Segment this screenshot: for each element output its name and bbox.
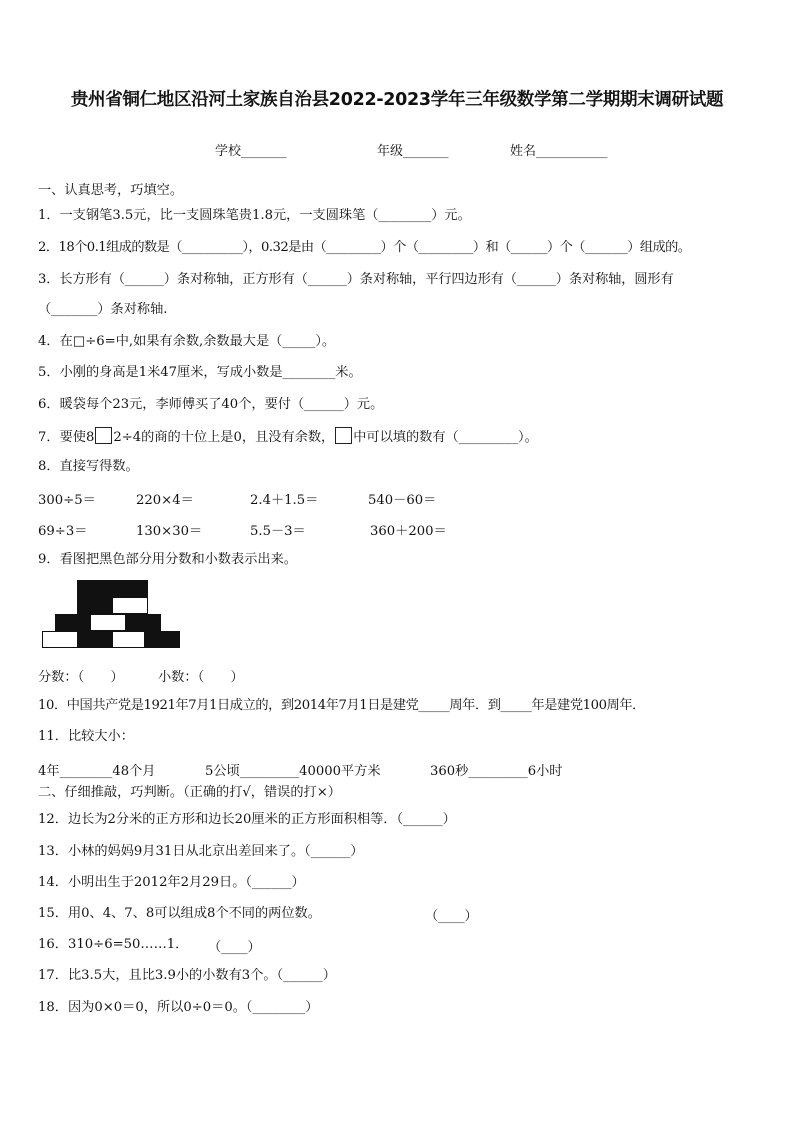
calc-item: 2.4＋1.5＝	[250, 493, 319, 508]
question-5: 5．小刚的身高是1米47厘米，写成小数是________米。	[38, 365, 362, 380]
brick-black	[55, 614, 91, 631]
school-field[interactable]: 学校_______	[215, 144, 287, 159]
question-18: 18．因为0×0＝0，所以0÷0＝0。（________）	[38, 1000, 319, 1015]
section-2-heading: 二、仔细推敲，巧判断。（正确的打√，错误的打×）	[38, 785, 341, 800]
question-8: 8．直接写得数。	[38, 459, 139, 474]
question-1: 1．一支钢笔3.5元，比一支圆珠笔贵1.8元，一支圆珠笔（________）元。	[38, 208, 471, 223]
question-7-part-1: 7．要使8	[38, 430, 95, 445]
brick-white	[42, 631, 78, 648]
question-7-part-2: 2÷4的商的十位上是0，且没有余数，	[113, 430, 335, 445]
name-field[interactable]: 姓名___________	[510, 144, 608, 159]
exam-title: 贵州省铜仁地区沿河土家族自治县2022-2023学年三年级数学第二学期期末调研试题	[70, 90, 724, 110]
calc-item: 69÷3＝	[38, 524, 88, 539]
question-12: 12．边长为2分米的正方形和边长20厘米的正方形面积相等．（______）	[38, 812, 456, 827]
question-15-answer[interactable]: （____）	[425, 909, 478, 924]
brick-black	[77, 580, 113, 597]
calc-item: 220×4＝	[136, 493, 194, 508]
calc-item: 5.5－3＝	[250, 524, 306, 539]
question-7-part-3: 中可以填的数有（_________）。	[353, 430, 538, 445]
compare-item: 5公顷_________40000平方米	[205, 764, 381, 779]
compare-item: 4年________48个月	[38, 764, 156, 779]
blank-box[interactable]	[95, 427, 112, 444]
blank-box[interactable]	[335, 427, 352, 444]
calc-item: 360＋200＝	[370, 524, 447, 539]
question-17: 17．比3.5大，且比3.9小的小数有3个。（______）	[38, 968, 336, 983]
question-4: 4．在□÷6=中,如果有余数,余数最大是（_____）。	[38, 334, 336, 349]
q9-fraction-answer[interactable]: 分数：（ ）	[38, 670, 124, 685]
question-3-line-2: （_______）条对称轴.	[38, 302, 168, 317]
question-6: 6．暖袋每个23元，李师傅买了40个，要付（______）元。	[38, 397, 384, 412]
brick-black	[77, 597, 113, 614]
brick-white	[112, 597, 148, 614]
calc-item: 540－60＝	[368, 493, 437, 508]
brick-black	[144, 631, 180, 648]
question-13: 13．小林的妈妈9月31日从北京出差回来了。（______）	[38, 844, 364, 859]
grade-field[interactable]: 年级_______	[377, 144, 449, 159]
question-15: 15．用0、4、7、8可以组成8个不同的两位数。	[38, 906, 321, 921]
question-14: 14．小明出生于2012年2月29日。（______）	[38, 875, 305, 890]
question-10: 10．中国共产党是1921年7月1日成立的，到2014年7月1日是建党_____周年．到_____年是建党100周年．	[38, 698, 645, 713]
brick-black	[112, 580, 148, 597]
calc-item: 300÷5＝	[38, 493, 96, 508]
question-2: 2．18个0.1组成的数是（__________），0.32是由（_________）个（_________）和（______）个（_______）组成的。	[38, 240, 691, 255]
brick-white	[90, 614, 126, 631]
question-3-line-1: 3．长方形有（______）条对称轴，正方形有（______）条对称轴，平行四边形有（______）条对称轴，圆形有	[38, 272, 674, 287]
brick-white	[112, 631, 145, 648]
question-7	[38, 427, 538, 447]
question-16: 16．310÷6=50……1．	[38, 937, 189, 952]
section-1-heading: 一、认真思考，巧填空。	[38, 183, 184, 198]
compare-item: 360秒_________6小时	[430, 764, 563, 779]
question-16-answer[interactable]: （____）	[208, 940, 261, 955]
calc-item: 130×30＝	[136, 524, 203, 539]
brick-black	[125, 614, 161, 631]
question-9: 9．看图把黑色部分用分数和小数表示出来。	[38, 552, 297, 567]
brick-black	[77, 631, 113, 648]
question-11: 11．比较大小：	[38, 729, 134, 744]
q9-decimal-answer[interactable]: 小数：（ ）	[158, 670, 244, 685]
